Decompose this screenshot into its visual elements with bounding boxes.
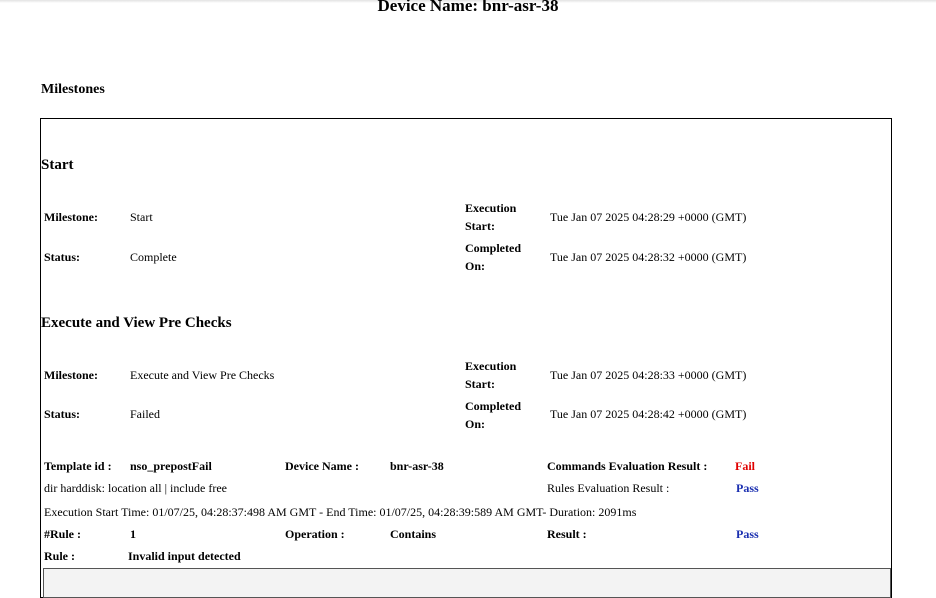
- section-title: Start: [41, 157, 74, 173]
- result-label: Result :: [547, 527, 587, 541]
- completed-on-value: Tue Jan 07 2025 04:28:42 +0000 (GMT): [550, 407, 747, 421]
- completed-on-value: Tue Jan 07 2025 04:28:32 +0000 (GMT): [550, 250, 747, 264]
- operation-value: Contains: [390, 527, 437, 541]
- completed-on-label-line1: Completed: [465, 399, 521, 413]
- execution-start-value: Tue Jan 07 2025 04:28:33 +0000 (GMT): [550, 368, 747, 382]
- status-label: Status:: [44, 250, 81, 264]
- completed-on-label-line1: Completed: [465, 241, 521, 255]
- template-id-label: Template id :: [44, 459, 112, 473]
- command-output-box: [43, 568, 891, 598]
- device-name-title: Device Name: bnr-asr-38: [377, 0, 559, 15]
- completed-on-label-line2: On:: [465, 259, 486, 273]
- milestone-label: Milestone:: [44, 368, 98, 382]
- command-text: dir harddisk: location all | include free: [44, 481, 228, 495]
- milestone-label: Milestone:: [44, 210, 98, 224]
- milestone-value: Start: [130, 210, 153, 224]
- template-id-value: nso_prepostFail: [130, 459, 212, 473]
- rules-evaluation-result: Pass: [736, 481, 759, 495]
- execution-start-label-line2: Start:: [465, 219, 495, 233]
- rule-label: Rule :: [44, 549, 75, 563]
- status-value: Complete: [130, 250, 177, 264]
- commands-evaluation-label: Commands Evaluation Result :: [547, 459, 708, 473]
- execution-time-line: Execution Start Time: 01/07/25, 04:28:37:498 AM GMT - End Time: 01/07/25, 04:28:39:589 AM GMT- Duration: 2091ms: [44, 505, 637, 519]
- status-label: Status:: [44, 407, 81, 421]
- device-name-label: Device Name :: [285, 459, 359, 473]
- execution-start-label-line2: Start:: [465, 377, 495, 391]
- execution-start-label-line1: Execution: [465, 201, 517, 215]
- operation-label: Operation :: [285, 527, 345, 541]
- milestones-heading: Milestones: [41, 82, 105, 97]
- rule-number-value: 1: [130, 527, 136, 541]
- rule-number-label: #Rule :: [44, 527, 81, 541]
- section-title: Execute and View Pre Checks: [41, 315, 232, 331]
- rule-value: Invalid input detected: [128, 549, 241, 563]
- rules-evaluation-label: Rules Evaluation Result :: [547, 481, 670, 495]
- execution-start-value: Tue Jan 07 2025 04:28:29 +0000 (GMT): [550, 210, 747, 224]
- completed-on-label-line2: On:: [465, 417, 486, 431]
- execution-start-label-line1: Execution: [465, 359, 517, 373]
- device-name-value: bnr-asr-38: [390, 459, 444, 473]
- milestone-value: Execute and View Pre Checks: [130, 368, 275, 382]
- commands-evaluation-result: Fail: [735, 459, 755, 473]
- result-value: Pass: [736, 527, 759, 541]
- status-value: Failed: [130, 407, 160, 421]
